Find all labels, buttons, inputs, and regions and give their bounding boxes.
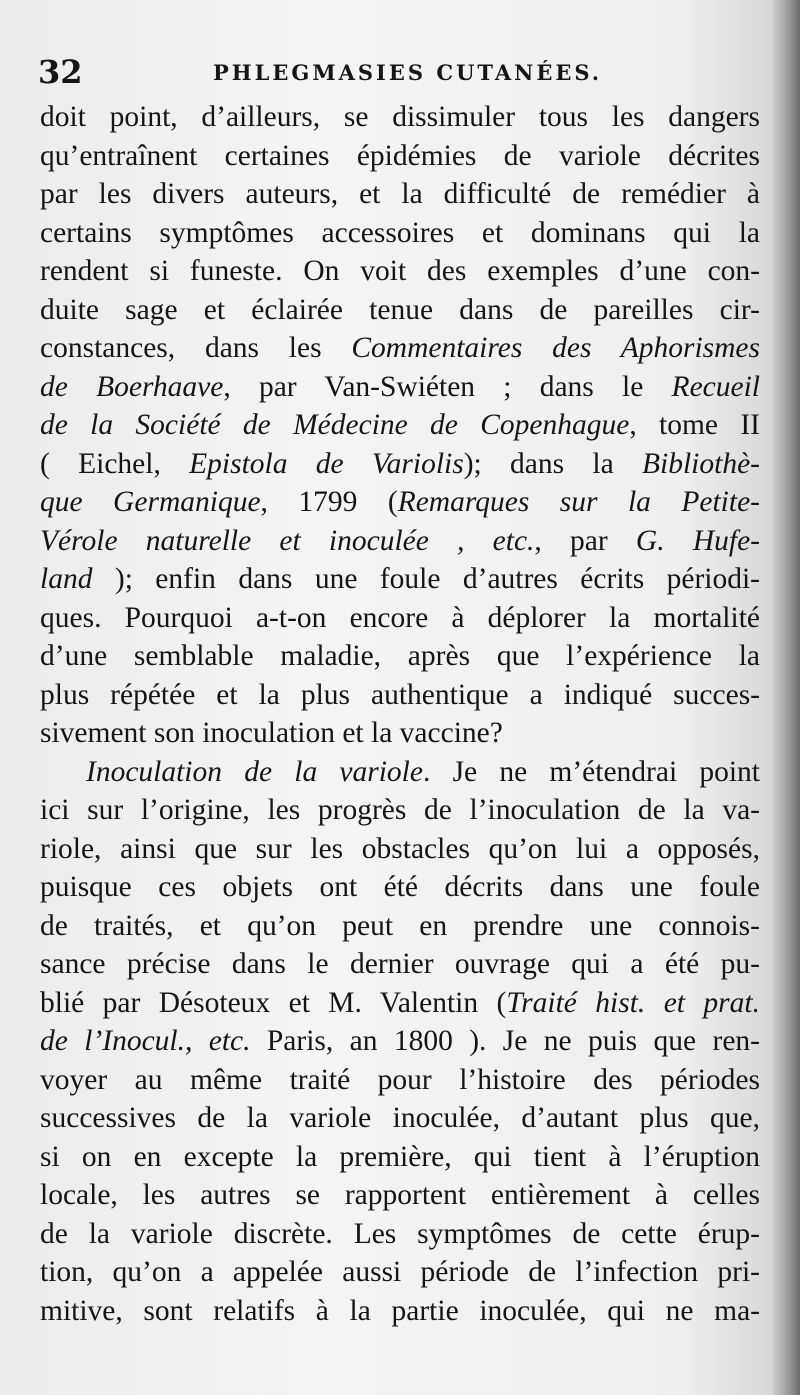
text-line bbox=[40, 175, 760, 214]
text-run: , par Van-Swiéten ; dans le bbox=[223, 370, 672, 403]
text-run: qu’entraînent certaines épidémies de variole décrites bbox=[40, 139, 760, 172]
text-line bbox=[40, 1215, 760, 1254]
text-run: duite sage et éclairée tenue dans de pareilles cir- bbox=[40, 293, 760, 326]
italic-text: Bibliothè- bbox=[642, 447, 760, 480]
text-run: ); dans la bbox=[463, 447, 643, 480]
text-line bbox=[40, 368, 760, 407]
text-line bbox=[40, 868, 760, 907]
text-run: tion, qu’on a appelée aussi période de l’infection pri- bbox=[40, 1256, 760, 1288]
text-run: doit point, d’ailleurs, se dissimuler tous les dangers bbox=[40, 101, 760, 133]
text-run: ( Eichel, bbox=[40, 447, 190, 480]
text-run: mitive, sont relatifs à la partie inoculée, qui ne ma- bbox=[40, 1294, 760, 1327]
text-line bbox=[40, 984, 760, 1023]
text-run: riole, ainsi que sur les obstacles qu’on lui a opposés, bbox=[40, 832, 760, 865]
text-line bbox=[40, 214, 760, 253]
text-line bbox=[40, 406, 760, 445]
text-line bbox=[40, 907, 760, 946]
italic-text: Traité hist. et prat. bbox=[506, 986, 760, 1019]
text-line bbox=[40, 599, 760, 638]
text-run: constances, dans les bbox=[40, 332, 352, 364]
text-run: , 1799 ( bbox=[260, 486, 398, 518]
text-line bbox=[40, 945, 760, 984]
italic-text: de l’Inocul., etc. bbox=[40, 1025, 251, 1057]
text-line bbox=[40, 522, 760, 561]
page-number: 32 bbox=[38, 53, 83, 91]
text-line bbox=[40, 291, 760, 330]
italic-text: Vérole naturelle et inoculée , etc. bbox=[40, 524, 535, 557]
text-line bbox=[40, 445, 760, 484]
text-line bbox=[40, 252, 760, 291]
text-line bbox=[40, 753, 760, 792]
text-line bbox=[40, 137, 760, 176]
body-text bbox=[40, 98, 760, 1330]
italic-text: G. Hufe- bbox=[635, 524, 760, 557]
text-run: Paris, an 1800 ). Je ne puis que ren- bbox=[250, 1025, 760, 1057]
text-run: ques. Pourquoi a-t-on encore à déplorer la mortalité bbox=[40, 601, 760, 634]
text-run: de traités, et qu’on peut en prendre une connois- bbox=[40, 909, 760, 942]
italic-text: Epistola de Variolis bbox=[189, 447, 464, 480]
text-run: d’une semblable maladie, après que l’expérience la bbox=[40, 640, 760, 672]
text-line bbox=[40, 637, 760, 676]
text-run: voyer au même traité pour l’histoire des périodes bbox=[40, 1063, 760, 1096]
text-run: locale, les autres se rapportent entièrement à celles bbox=[40, 1179, 760, 1211]
running-head: PHLEGMASIES CUTANÉES. bbox=[213, 60, 603, 85]
text-line bbox=[40, 1138, 760, 1177]
text-run: puisque ces objets ont été décrits dans une foule bbox=[40, 871, 760, 903]
text-run: si on en excepte la première, qui tient à l’éruption bbox=[40, 1140, 760, 1173]
text-line bbox=[40, 1292, 760, 1331]
italic-text: land bbox=[40, 563, 93, 595]
text-run: de la variole discrète. Les symptômes de cette érup- bbox=[40, 1217, 760, 1250]
italic-text: Commentaires des Aphorismes bbox=[351, 332, 761, 364]
text-line bbox=[40, 830, 760, 869]
page-header bbox=[38, 52, 768, 92]
text-run: sivement son inoculation et la vaccine? bbox=[40, 717, 503, 749]
text-run: , par bbox=[534, 524, 636, 557]
text-line bbox=[40, 1099, 760, 1138]
italic-text: Recueil bbox=[671, 370, 760, 403]
page-edge-shadow bbox=[772, 0, 800, 1395]
text-run: successives de la variole inoculée, d’autant plus que, bbox=[40, 1102, 760, 1134]
text-line bbox=[40, 483, 760, 522]
italic-text: de Boerhaave bbox=[40, 370, 224, 403]
text-run: . Je ne m’étendrai point bbox=[422, 755, 761, 788]
text-line bbox=[40, 676, 760, 715]
italic-text: de la Société de Médecine de Copenhague bbox=[40, 409, 630, 441]
text-run: plus répétée et la plus authentique a indiqué succes- bbox=[40, 678, 760, 711]
text-run: blié par Désoteux et M. Valentin ( bbox=[40, 986, 507, 1019]
text-line bbox=[40, 1061, 760, 1100]
italic-text: Inoculation de la variole bbox=[86, 755, 423, 788]
text-line bbox=[40, 791, 760, 830]
text-run: par les divers auteurs, et la difficulté de remédier à bbox=[40, 178, 760, 210]
text-line bbox=[40, 98, 760, 137]
text-line bbox=[40, 329, 760, 368]
text-run: ); enfin dans une foule d’autres écrits périodi- bbox=[92, 563, 760, 595]
text-run: rendent si funeste. On voit des exemples d’une con- bbox=[40, 255, 760, 287]
italic-text: que Germanique bbox=[40, 486, 261, 518]
text-line bbox=[40, 1253, 760, 1292]
text-run: , tome II bbox=[629, 409, 760, 441]
text-run: ici sur l’origine, les progrès de l’inoculation de la va- bbox=[40, 794, 760, 826]
text-line bbox=[40, 1176, 760, 1215]
italic-text: Remarques sur la Petite- bbox=[397, 486, 760, 518]
text-line bbox=[40, 1022, 760, 1061]
text-line bbox=[40, 560, 760, 599]
text-run: certains symptômes accessoires et dominans qui la bbox=[40, 216, 760, 249]
text-run: sance précise dans le dernier ouvrage qui a été pu- bbox=[40, 948, 760, 980]
text-line bbox=[40, 714, 760, 753]
